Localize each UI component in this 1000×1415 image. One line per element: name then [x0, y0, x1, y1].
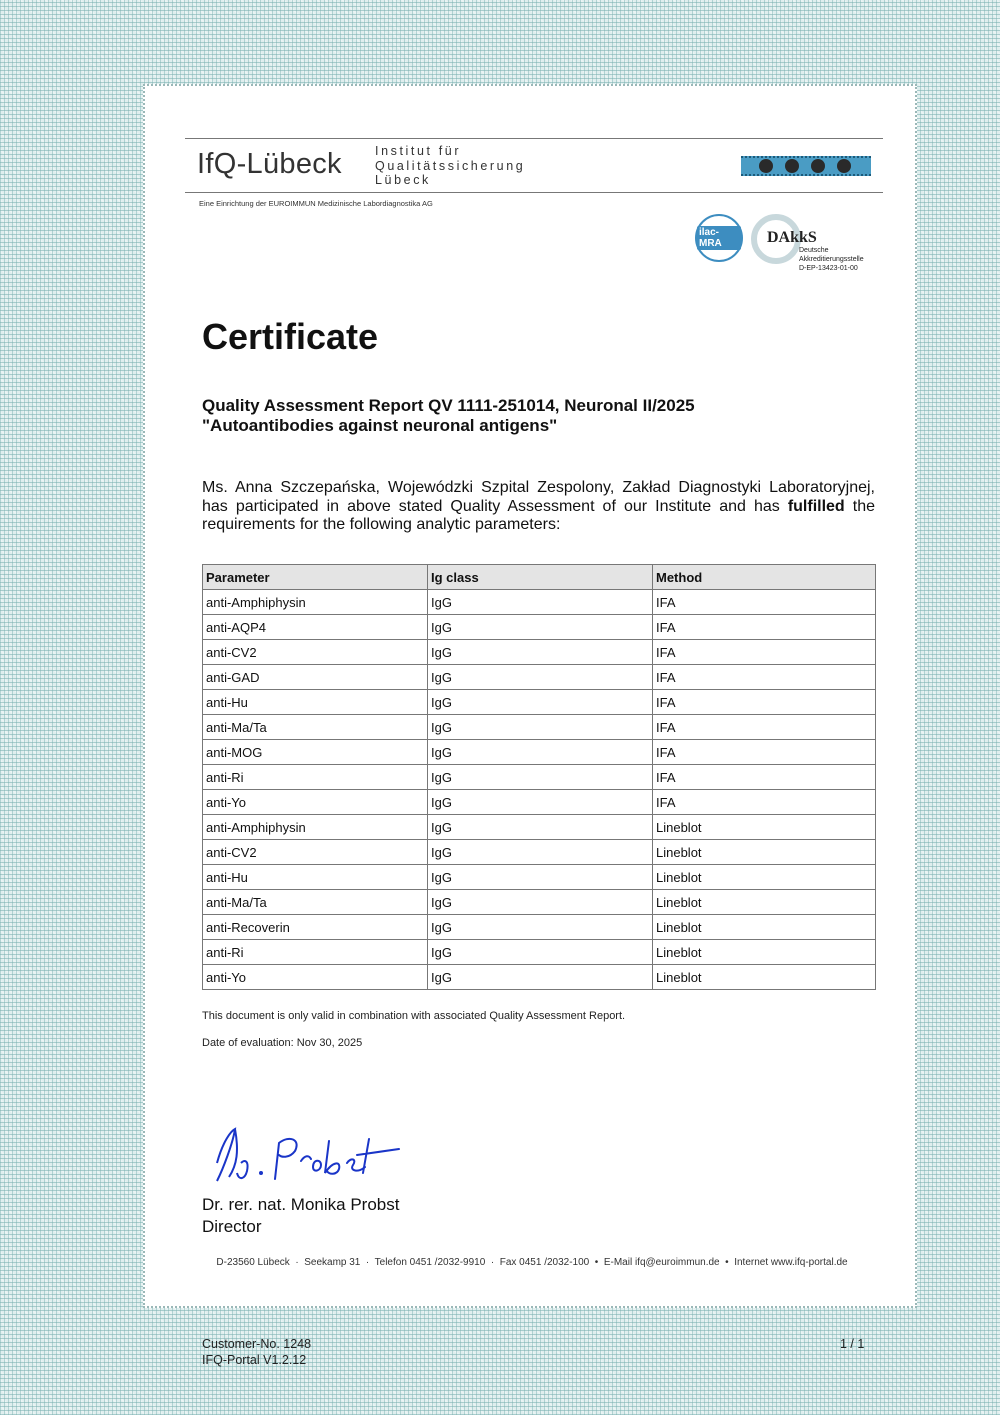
dakks-line-3: D-EP-13423-01-00 — [799, 265, 858, 272]
cell-parameter: anti-Recoverin — [203, 915, 428, 940]
validity-note: This document is only valid in combination with associated Quality Assessment Report. — [202, 1010, 626, 1022]
tape-dot — [811, 159, 825, 173]
cell-method: IFA — [653, 765, 876, 790]
cell-method: IFA — [653, 740, 876, 765]
tape-logo-graphic — [741, 156, 871, 176]
cell-ig-class: IgG — [428, 940, 653, 965]
page-number: 1 / 1 — [840, 1337, 865, 1351]
cell-method: IFA — [653, 790, 876, 815]
table-row — [203, 740, 876, 765]
cell-parameter: anti-GAD — [203, 665, 428, 690]
certificate-title: Certificate — [202, 316, 379, 357]
header-subline: Eine Einrichtung der EUROIMMUN Medizinische Labordiagnostika AG — [199, 199, 433, 208]
cell-ig-class: IgG — [428, 865, 653, 890]
cell-method: Lineblot — [653, 815, 876, 840]
report-title-line-2: "Autoantibodies against neuronal antigens" — [202, 416, 558, 435]
signer-block — [202, 1194, 399, 1238]
table-row — [203, 965, 876, 990]
cell-ig-class: IgG — [428, 765, 653, 790]
cell-parameter: anti-Yo — [203, 790, 428, 815]
cell-parameter: anti-Hu — [203, 865, 428, 890]
cell-method: Lineblot — [653, 890, 876, 915]
ifq-logo-text: IfQ-Lübeck — [197, 148, 342, 180]
table-row — [203, 590, 876, 615]
table-row — [203, 940, 876, 965]
cell-parameter: anti-Ri — [203, 765, 428, 790]
cell-ig-class: IgG — [428, 615, 653, 640]
table-row — [203, 840, 876, 865]
handwritten-signature — [209, 1121, 409, 1191]
cell-ig-class: IgG — [428, 815, 653, 840]
intro-text-before: Ms. Anna Szczepańska, Wojewódzki Szpital Zespolony, Zakład Diagnostyki Laboratoryjnej, has participated in above stated Quality Assessment of our Institute and has — [202, 479, 875, 515]
cell-ig-class: IgG — [428, 665, 653, 690]
cell-ig-class: IgG — [428, 590, 653, 615]
cell-method: Lineblot — [653, 865, 876, 890]
table-row — [203, 640, 876, 665]
customer-number: Customer-No. 1248 — [202, 1337, 312, 1351]
cell-ig-class: IgG — [428, 890, 653, 915]
cell-parameter: anti-AQP4 — [203, 615, 428, 640]
tape-dot — [785, 159, 799, 173]
cell-method: IFA — [653, 615, 876, 640]
cell-parameter: anti-Amphiphysin — [203, 815, 428, 840]
table-body — [203, 590, 876, 990]
cell-ig-class: IgG — [428, 740, 653, 765]
cell-parameter: anti-Hu — [203, 690, 428, 715]
table-row — [203, 890, 876, 915]
cell-parameter: anti-Amphiphysin — [203, 590, 428, 615]
cell-ig-class: IgG — [428, 840, 653, 865]
intro-text-after: the requirements for the following analytic parameters: — [202, 497, 875, 533]
ilac-mra-label: ilac-MRA — [697, 226, 741, 250]
cell-parameter: anti-CV2 — [203, 640, 428, 665]
cell-method: IFA — [653, 715, 876, 740]
cell-parameter: anti-MOG — [203, 740, 428, 765]
cell-method: IFA — [653, 640, 876, 665]
tape-dot — [759, 159, 773, 173]
cell-ig-class: IgG — [428, 640, 653, 665]
cell-parameter: anti-Yo — [203, 965, 428, 990]
ilac-mra-badge — [695, 214, 743, 262]
report-title-line-1: Quality Assessment Report QV 1111-251014, Neuronal II/2025 — [202, 396, 695, 415]
table-row — [203, 715, 876, 740]
dakks-name: DAkkS — [767, 229, 817, 246]
signer-role: Director — [202, 1217, 262, 1236]
cell-parameter: anti-CV2 — [203, 840, 428, 865]
address-footer: D-23560 Lübeck · Seekamp 31 · Telefon 0451 /2032-9910 · Fax 0451 /2032-100 • E-Mail ifq@euroimmun.de • Internet www.ifq-portal.de — [216, 1257, 848, 1268]
table-row — [203, 815, 876, 840]
parameters-table — [202, 564, 876, 990]
table-row — [203, 765, 876, 790]
table-row — [203, 690, 876, 715]
table-row — [203, 790, 876, 815]
column-header-ig-class: Ig class — [428, 565, 653, 590]
signer-name: Dr. rer. nat. Monika Probst — [202, 1195, 400, 1214]
cell-parameter: anti-Ri — [203, 940, 428, 965]
evaluation-date: Date of evaluation: Nov 30, 2025 — [202, 1037, 363, 1049]
cell-method: Lineblot — [653, 915, 876, 940]
dakks-details — [799, 246, 864, 273]
institute-name-line-2: Qualitätssicherung — [375, 158, 526, 173]
header-top-rule — [185, 138, 883, 139]
table-row — [203, 615, 876, 640]
cell-ig-class: IgG — [428, 790, 653, 815]
certificate-sheet — [143, 84, 917, 1308]
tape-dot — [837, 159, 851, 173]
dakks-line-1: Deutsche — [799, 247, 829, 254]
cell-parameter: anti-Ma/Ta — [203, 715, 428, 740]
portal-version: IFQ-Portal V1.2.12 — [202, 1353, 307, 1367]
cell-ig-class: IgG — [428, 965, 653, 990]
table-row — [203, 665, 876, 690]
cell-ig-class: IgG — [428, 690, 653, 715]
cell-parameter: anti-Ma/Ta — [203, 890, 428, 915]
cell-ig-class: IgG — [428, 915, 653, 940]
column-header-parameter: Parameter — [203, 565, 428, 590]
institute-name-line-3: Lübeck — [375, 173, 431, 187]
table-row — [203, 865, 876, 890]
cell-method: Lineblot — [653, 940, 876, 965]
page-meta — [202, 1336, 311, 1368]
header-bottom-rule — [185, 192, 883, 193]
report-title — [202, 396, 695, 436]
dakks-line-2: Akkreditierungsstelle — [799, 256, 864, 263]
column-header-method: Method — [653, 565, 876, 590]
cell-ig-class: IgG — [428, 715, 653, 740]
cell-method: IFA — [653, 665, 876, 690]
cell-method: IFA — [653, 590, 876, 615]
institute-name — [375, 144, 575, 188]
intro-fulfilled: fulfilled — [787, 497, 845, 515]
intro-paragraph — [202, 479, 875, 535]
institute-name-line-1: Institut für — [375, 144, 462, 158]
cell-method: Lineblot — [653, 840, 876, 865]
cell-method: IFA — [653, 690, 876, 715]
cell-method: Lineblot — [653, 965, 876, 990]
table-header-row — [203, 565, 876, 590]
table-row — [203, 915, 876, 940]
